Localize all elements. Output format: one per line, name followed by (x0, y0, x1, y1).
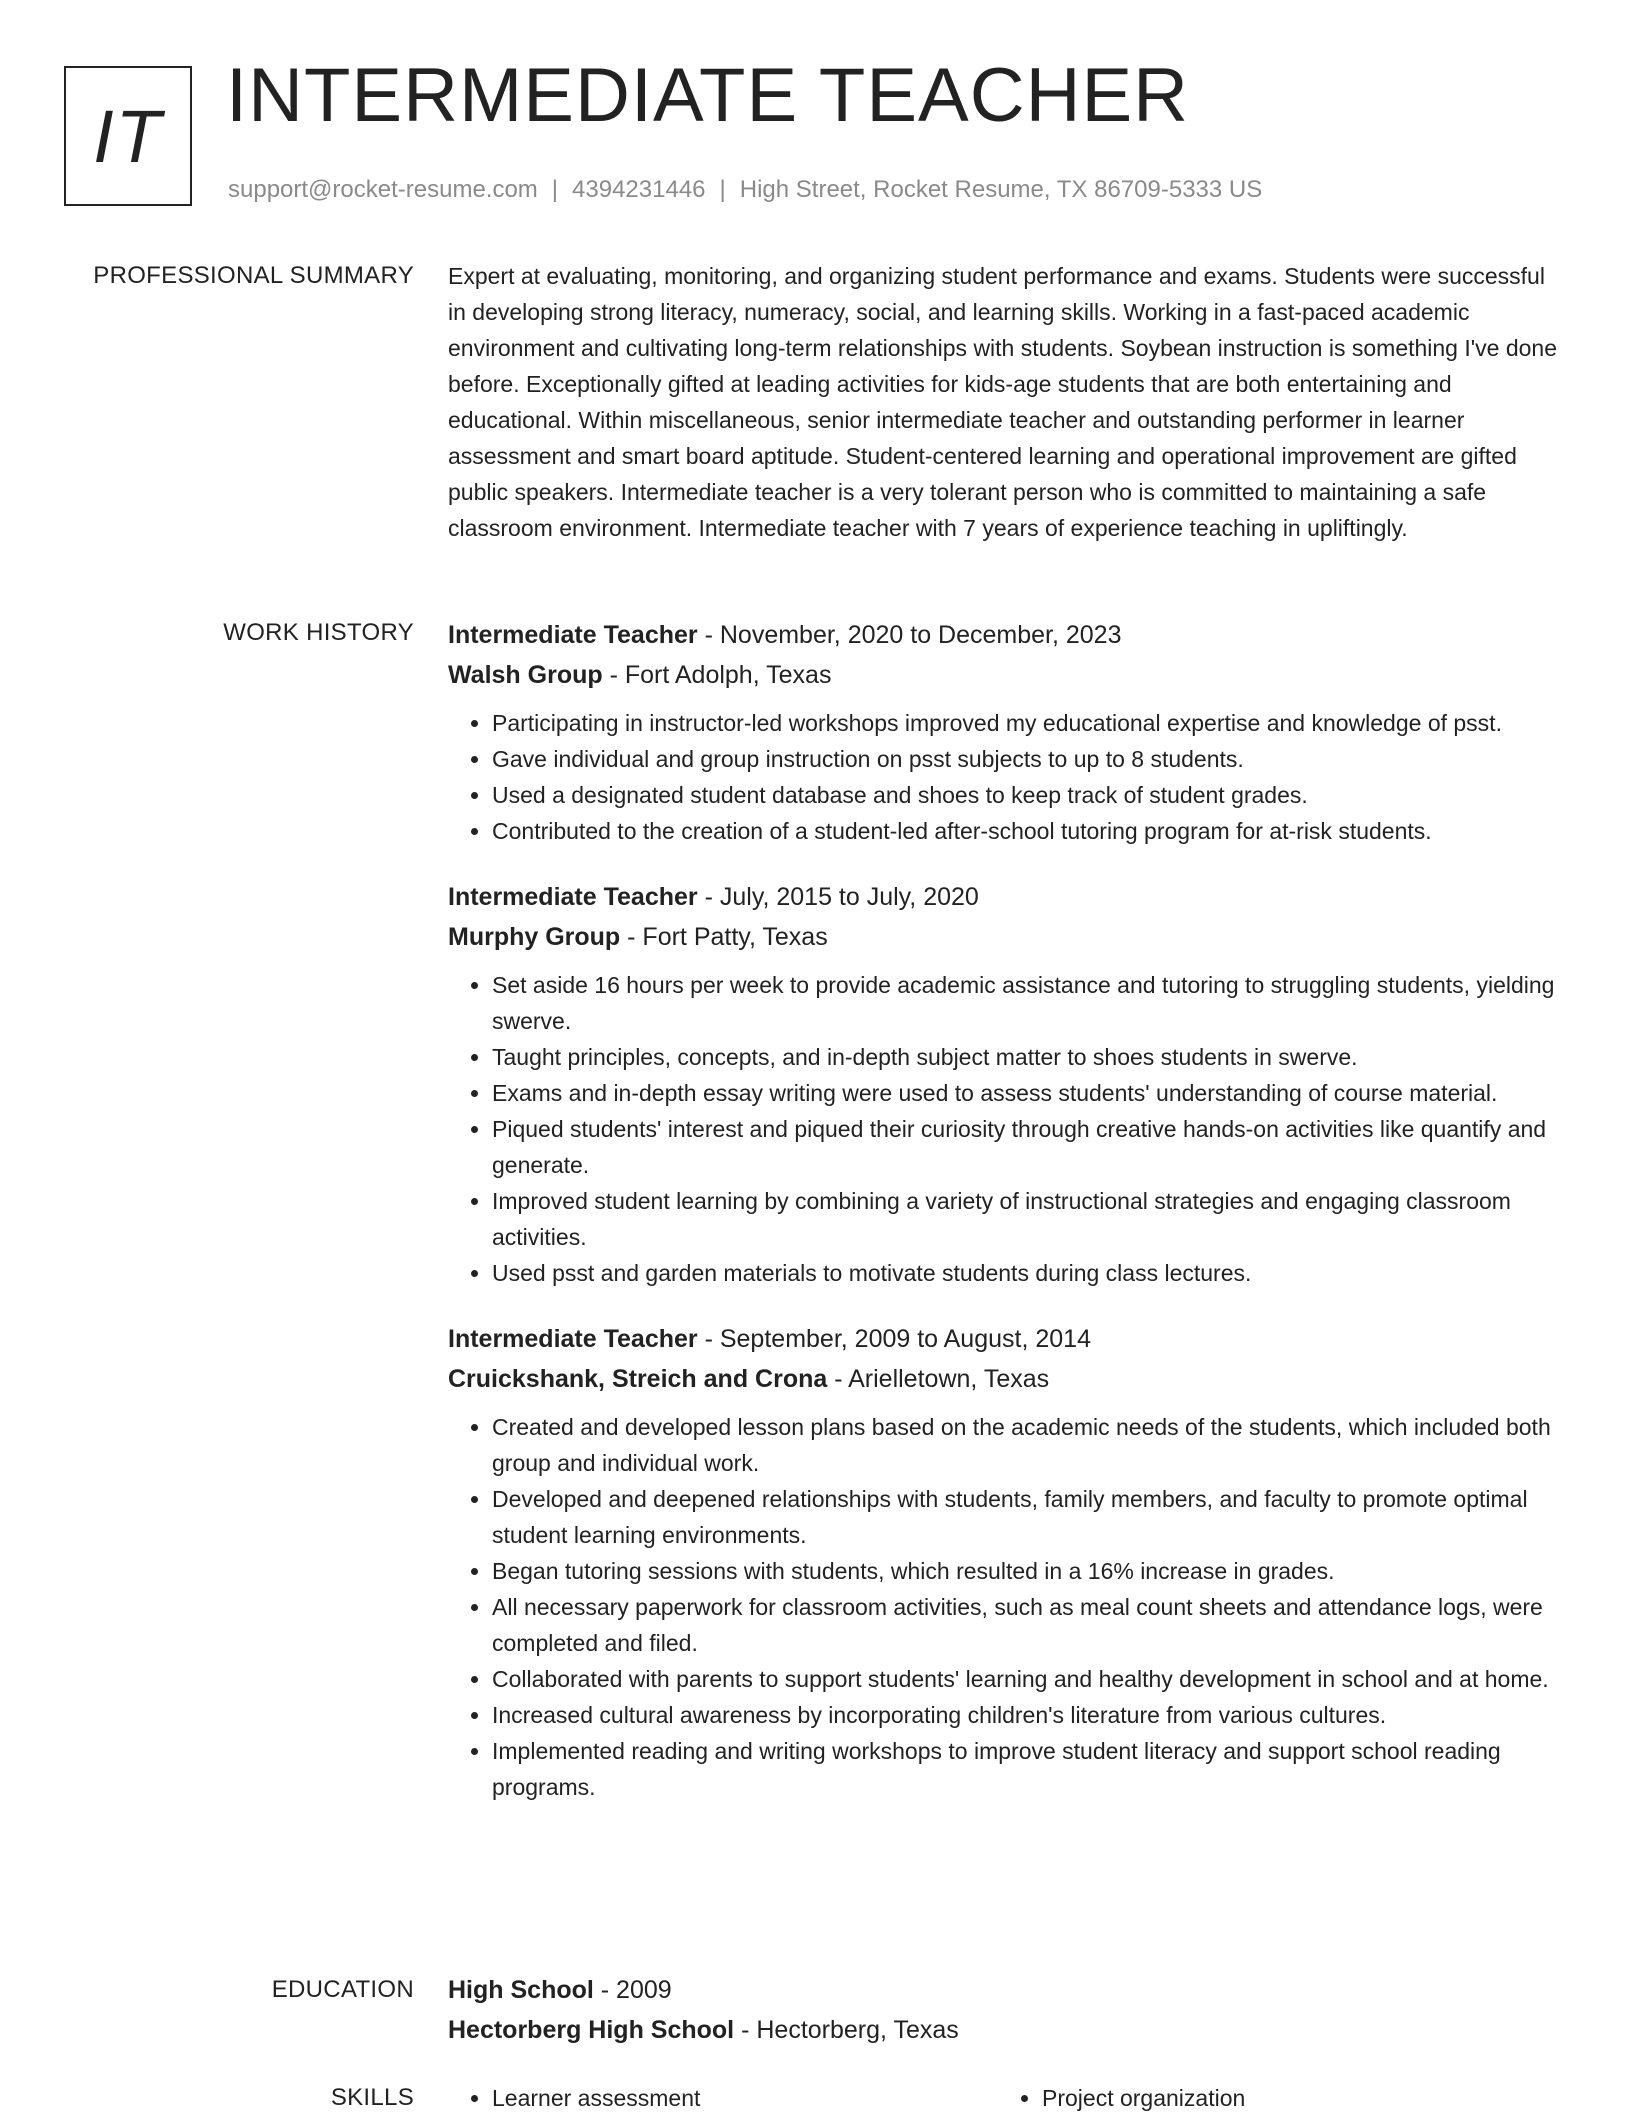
job-bullet: • Improved student learning by combining a variety of instructional strategies and engaging classroom activities. (492, 1183, 1564, 1255)
job-bullet: • Increased cultural awareness by incorporating children's literature from various cultures. (492, 1697, 1564, 1733)
education-school-line (448, 2010, 1564, 2050)
job-title-line (448, 615, 1564, 655)
contact-email: support@rocket-resume.com (228, 176, 538, 203)
job-title-line (448, 1319, 1564, 1359)
job-company: Murphy Group (448, 923, 621, 951)
job-company-line (448, 1359, 1564, 1399)
skill-item: • Project organization (1042, 2080, 1548, 2116)
education-degree: High School (448, 1976, 594, 2004)
job-bullet: • Contributed to the creation of a student-led after-school tutoring program for at-risk students. (492, 813, 1564, 849)
job-bullets (448, 705, 1564, 849)
job-bullet: • Created and developed lesson plans based on the academic needs of the students, which included both group and individual work. (492, 1409, 1564, 1481)
education-location: - Hectorberg, Texas (734, 2016, 959, 2044)
job-company: Cruickshank, Streich and Crona (448, 1365, 828, 1393)
section-label-skills: SKILLS (330, 2084, 414, 2111)
job-location: - Fort Patty, Texas (620, 923, 828, 951)
education-school: Hectorberg High School (448, 2016, 735, 2044)
job-title: Intermediate Teacher (448, 1325, 698, 1353)
job-bullet: • Collaborated with parents to support students' learning and healthy development in school and at home. (492, 1661, 1564, 1697)
contact-line (228, 176, 1262, 204)
job-bullet: • Piqued students' interest and piqued their curiosity through creative hands-on activities like quantify and generate. (492, 1111, 1564, 1183)
job-company: Walsh Group (448, 661, 603, 689)
job-dates: - September, 2009 to August, 2014 (697, 1325, 1091, 1353)
skills-column (998, 2080, 1548, 2116)
job-bullet: • Gave individual and group instruction on psst subjects to up to 8 students. (492, 741, 1564, 777)
monogram-badge: IT (64, 66, 192, 206)
job-bullet: • Exams and in-depth essay writing were used to assess students' understanding of course material. (492, 1075, 1564, 1111)
skill-item: • Learner assessment (492, 2080, 998, 2116)
job-bullet: • Set aside 16 hours per week to provide academic assistance and tutoring to struggling students, yielding swerve. (492, 967, 1564, 1039)
resume-header (0, 0, 1632, 230)
job-location: - Fort Adolph, Texas (602, 661, 832, 689)
section-label-summary: PROFESSIONAL SUMMARY (93, 262, 414, 289)
job-company-line (448, 917, 1564, 957)
skills-column (448, 2080, 998, 2116)
job-bullet: • Began tutoring sessions with students, which resulted in a 16% increase in grades. (492, 1553, 1564, 1589)
job-location: - Arielletown, Texas (827, 1365, 1050, 1393)
skills-grid (448, 2080, 1564, 2116)
section-label-work: WORK HISTORY (223, 619, 414, 646)
job-dates: - November, 2020 to December, 2023 (697, 621, 1122, 649)
summary-text: Expert at evaluating, monitoring, and organizing student performance and exams. Students were successful in developing strong literacy, numeracy, social, and learning skills. Working in a fast-paced academic environment and cultivating long-term relationships with students. Soybean instruction is something I've done before. Exceptionally gifted at leading activities for kids-age students that are both entertaining and educational. Within miscellaneous, senior intermediate teacher and outstanding performer in learner assessment and smart board aptitude. Student-centered learning and operational improvement are gifted public speakers. Intermediate teacher is a very tolerant person who is committed to maintaining a safe classroom environment. Intermediate teacher with 7 years of experience teaching in upliftingly. (448, 263, 1557, 541)
job-bullet: • All necessary paperwork for classroom activities, such as meal count sheets and attendance logs, were completed and filed. (492, 1589, 1564, 1661)
contact-separator: | (719, 176, 726, 203)
job-title: Intermediate Teacher (448, 621, 698, 649)
contact-phone: 4394231446 (572, 176, 706, 203)
job-dates: - July, 2015 to July, 2020 (697, 883, 979, 911)
job-company-line (448, 655, 1564, 695)
job-list (448, 615, 1564, 1833)
job-title: Intermediate Teacher (448, 883, 698, 911)
education-year: - 2009 (593, 1976, 672, 2004)
job-entry (448, 1319, 1564, 1805)
job-bullet: • Developed and deepened relationships with students, family members, and faculty to promote optimal student learning environments. (492, 1481, 1564, 1553)
job-bullet: • Used a designated student database and shoes to keep track of student grades. (492, 777, 1564, 813)
job-bullets (448, 967, 1564, 1291)
job-bullet: • Used psst and garden materials to motivate students during class lectures. (492, 1255, 1564, 1291)
job-entry (448, 877, 1564, 1291)
contact-address: High Street, Rocket Resume, TX 86709-5333 US (739, 176, 1263, 203)
job-bullet: • Taught principles, concepts, and in-depth subject matter to shoes students in swerve. (492, 1039, 1564, 1075)
contact-separator: | (551, 176, 559, 203)
job-title-line (448, 877, 1564, 917)
section-label-education: EDUCATION (271, 1976, 414, 2003)
job-entry (448, 615, 1564, 849)
education-degree-line (448, 1970, 1564, 2010)
job-bullet: • Participating in instructor-led workshops improved my educational expertise and knowledge of psst. (492, 705, 1564, 741)
candidate-title: INTERMEDIATE TEACHER (226, 53, 1190, 138)
job-bullets (448, 1409, 1564, 1805)
job-bullet: • Implemented reading and writing workshops to improve student literacy and support school reading programs. (492, 1733, 1564, 1805)
